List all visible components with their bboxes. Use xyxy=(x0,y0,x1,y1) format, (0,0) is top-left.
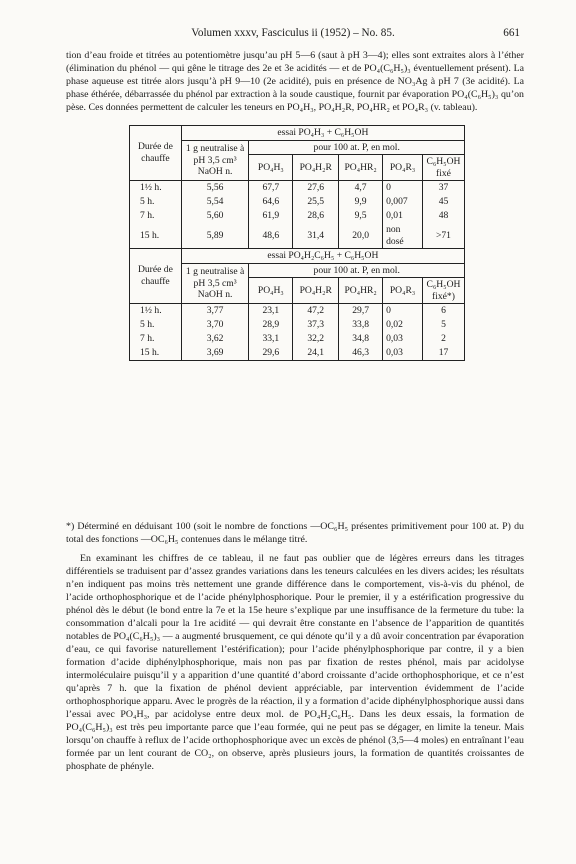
block1-title: essai PO₄H₃ + C₆H₅OH xyxy=(181,126,464,141)
block1-col-r3: PO₄R₃ xyxy=(383,155,423,181)
table-cell: 28,9 xyxy=(249,318,293,332)
table-cell: non dosé xyxy=(383,223,423,249)
table-cell: 1½ h. xyxy=(130,304,182,319)
table-cell: 67,7 xyxy=(249,181,293,196)
table-cell: 47,2 xyxy=(293,304,339,319)
table-cell: 3,62 xyxy=(181,332,249,346)
table-cell: 17 xyxy=(422,346,464,361)
table-cell: 0,02 xyxy=(383,318,423,332)
table-cell: 3,70 xyxy=(181,318,249,332)
block1-pour-header: pour 100 at. P, en mol. xyxy=(249,140,465,155)
table-cell: 0,007 xyxy=(383,195,423,209)
table-cell: 37,3 xyxy=(293,318,339,332)
table-cell: 0,03 xyxy=(383,346,423,361)
table-cell: 4,7 xyxy=(339,181,383,196)
table-cell: 7 h. xyxy=(130,209,182,223)
block2-col-h2r: PO₄H₂R xyxy=(293,278,339,304)
table-cell: 24,1 xyxy=(293,346,339,361)
table-cell: 61,9 xyxy=(249,209,293,223)
block1-col-h2r: PO₄H₂R xyxy=(293,155,339,181)
table-cell: 48,6 xyxy=(249,223,293,249)
results-table xyxy=(129,125,465,361)
table-cell: 23,1 xyxy=(249,304,293,319)
table-cell: 27,6 xyxy=(293,181,339,196)
table-cell: 46,3 xyxy=(339,346,383,361)
block-1 xyxy=(130,126,465,249)
table-cell: 0,03 xyxy=(383,332,423,346)
table-cell: 0 xyxy=(383,181,423,196)
block1-col-fixe: C₆H₅OH fixé xyxy=(422,155,464,181)
table-cell: 45 xyxy=(422,195,464,209)
table-cell: 5 h. xyxy=(130,195,182,209)
table-cell: 15 h. xyxy=(130,346,182,361)
table-footnote: *) Déterminé en déduisant 100 (soit le nombre de fonctions —OC₆H₅ présentes primitivement pour 100 at. P) du total des fonctions —OC₆H₅ contenues dans le mélange titré. xyxy=(66,521,524,545)
table-cell: 0 xyxy=(383,304,423,319)
block-2 xyxy=(130,249,465,361)
block2-col-h3: PO₄H₃ xyxy=(249,278,293,304)
table-cell: 9,5 xyxy=(339,209,383,223)
table-cell: 48 xyxy=(422,209,464,223)
block1-col-hr2: PO₄HR₂ xyxy=(339,155,383,181)
table-cell: 33,8 xyxy=(339,318,383,332)
block2-duree-header: Durée de chauffe xyxy=(130,263,182,304)
table-cell: 29,7 xyxy=(339,304,383,319)
table-cell: 15 h. xyxy=(130,223,182,249)
block2-title: essai PO₄H₂C₆H₅ + C₆H₅OH xyxy=(181,249,464,264)
table-cell: 5 xyxy=(422,318,464,332)
table-cell: 1½ h. xyxy=(130,181,182,196)
block2-col-fixe: C₆H₅OH fixé*) xyxy=(422,278,464,304)
table-cell: 6 xyxy=(422,304,464,319)
running-header xyxy=(66,27,520,41)
table-cell: 3,77 xyxy=(181,304,249,319)
table-cell: 9,9 xyxy=(339,195,383,209)
table-cell: 5,89 xyxy=(181,223,249,249)
table-cell: 29,6 xyxy=(249,346,293,361)
table-cell: 34,8 xyxy=(339,332,383,346)
table-cell: >71 xyxy=(422,223,464,249)
block1-duree-header: Durée de chauffe xyxy=(130,140,182,181)
table-cell: 28,6 xyxy=(293,209,339,223)
table-cell: 2 xyxy=(422,332,464,346)
page-number: 661 xyxy=(503,27,520,39)
table-cell: 5 h. xyxy=(130,318,182,332)
table-cell: 3,69 xyxy=(181,346,249,361)
table-cell: 25,5 xyxy=(293,195,339,209)
table-cell: 0,01 xyxy=(383,209,423,223)
table-cell: 37 xyxy=(422,181,464,196)
table-cell: 20,0 xyxy=(339,223,383,249)
block2-neutr-header: 1 g neutralise à pH 3,5 cm³ NaOH n. xyxy=(181,263,249,304)
running-title: Volumen xxxv, Fasciculus ii (1952) – No. 85. xyxy=(191,27,395,39)
intro-paragraph: tion d’eau froide et titrées au potentiomètre jusqu’au pH 5—6 (saut à pH 3—4); elles sont extraites alors à l’éther (élimination du phénol — qui gêne le titrage des 2e et 3e acidités — et de PO₄(C₆H₅)₃ éventuellement présent). La phase aqueuse est titrée alors jusqu’à pH 9—10 (2e acidité), puis en présence de NO₃Ag à pH 7 (3e acidité). La phase éthérée, débarrassée du phénol par extraction à la soude caustique, fournit par évaporation PO₄(C₆H₅)₃ qu’on pèse. Ces données permettent de calculer les teneurs en PO₄H₃, PO₄H₂R, PO₄HR₂ et PO₄R₃ (v. tableau). xyxy=(66,50,524,113)
table-cell: 33,1 xyxy=(249,332,293,346)
table-cell: 31,4 xyxy=(293,223,339,249)
table-cell: 64,6 xyxy=(249,195,293,209)
block2-pour-header: pour 100 at. P, en mol. xyxy=(249,263,465,278)
discussion-paragraph: En examinant les chiffres de ce tableau, il ne faut pas oublier que de légères erreurs dans les titrages différentiels se traduisent par d’assez grandes variations dans les teneurs calculées en les divers acides; les résultats n’en indiquent pas moins très nettement une grande différence dans le comportement, vis-à-vis du phénol, de l’acide orthophosphorique et de l’acide phénylphosphorique. Pour le premier, il y a estérification progressive du phénol dès le début (le bond entre la 7e et la 15e heure s’explique par une insuffisance de la fermeture du tube: la consommation d’alcali pour la 1re acidité — qui devrait être constante en l’absence de l’apparition de quantités notables de PO₄(C₆H₅)₃ — a augmenté brusquement, ce qui dénote qu’il y a dû avoir concentration par évaporation d’eau, ce qui favorise naturellement l’estérification); pour l’acide phénylphosphorique par contre, il y a bien formation d’acide diphénylphosphorique, mais non pas par fixation de restes phénol, mais par acidolyse intermoléculaire puisqu’il y a apparition d’une quantité d’abord croissante d’acide orthophosphorique, et ce n’est qu’après 7 h. que la fixation de phénol devient appréciable, par intervention évidemment de l’acide orthophosphorique apparu. Avec le progrès de la réaction, il y a formation d’acide diphénylphosphorique aussi dans l’essai avec PO₄H₃, par acidolyse entre deux mol. de PO₄H₂C₆H₅. Dans les deux essais, la formation de PO₄(C₆H₅)₃ est très peu importante parce que l’eau formée, qui ne peut pas se dégager, en limite la teneur. Mais lorsqu’on chauffe à reflux de l’acide orthophosphorique avec un excès de phénol (3,5—4 moles) en entraînant l’eau formée par un lent courant de CO₂, on observe, après plusieurs jours, la formation de quantités croissantes de phosphate de phényle. xyxy=(66,553,524,772)
block1-col-h3: PO₄H₃ xyxy=(249,155,293,181)
block2-col-r3: PO₄R₃ xyxy=(383,278,423,304)
table-cell: 5,56 xyxy=(181,181,249,196)
block1-neutr-header: 1 g neutralise à pH 3,5 cm³ NaOH n. xyxy=(181,140,249,181)
table-cell: 5,60 xyxy=(181,209,249,223)
table-cell: 7 h. xyxy=(130,332,182,346)
table-cell: 5,54 xyxy=(181,195,249,209)
table-cell: 32,2 xyxy=(293,332,339,346)
block2-col-hr2: PO₄HR₂ xyxy=(339,278,383,304)
